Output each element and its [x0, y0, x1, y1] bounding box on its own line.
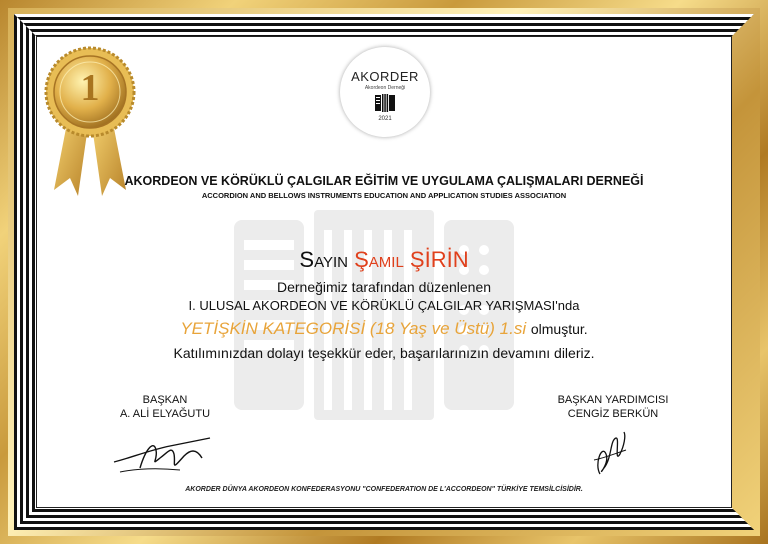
right-signature-icon	[580, 424, 640, 484]
accordion-icon	[375, 93, 395, 113]
body-line-1: Derneğimiz tarafından düzenlenen	[276, 279, 492, 295]
recipient-name: Şamil ŞİRİN	[354, 247, 469, 272]
footer-note: AKORDER DÜNYA AKORDEON KONFEDERASYONU "CONFEDERATION DE L'ACCORDEON" TÜRKİYE TEMSİLCİSİDİR.	[185, 486, 583, 493]
left-signatory-name: A. ALİ ELYAĞUTU	[119, 408, 211, 420]
left-signatory-title: BAŞKAN	[142, 394, 188, 406]
organization-name-tr: AKORDEON VE KÖRÜKLÜ ÇALGILAR EĞİTİM VE UYGULAMA ÇALIŞMALARI DERNEĞİ	[124, 174, 644, 188]
organization-name-en: ACCORDION AND BELLOWS INSTRUMENTS EDUCATION AND APPLICATION STUDIES ASSOCIATION	[201, 191, 567, 200]
right-signatory-name: CENGİZ BERKÜN	[567, 408, 659, 420]
logo-title: AKORDER	[351, 69, 419, 84]
left-signature-icon	[110, 428, 220, 478]
category: YETİŞKİN KATEGORİSİ (18 Yaş ve Üstü) 1.si	[180, 319, 527, 338]
logo-year: 2021	[378, 116, 392, 122]
body-line-4: Katılımınızdan dolayı teşekkür eder, başarılarınızın devamını dileriz.	[173, 345, 595, 361]
logo-subtitle: Akordeon Derneği	[364, 85, 406, 91]
body-line-2: I. ULUSAL AKORDEON VE KÖRÜKLÜ ÇALGILAR YARIŞMASI'nda	[188, 298, 580, 313]
medal-number: 1	[80, 67, 100, 109]
right-signatory-title: BAŞKAN YARDIMCISI	[557, 394, 669, 406]
recipient-line	[0, 247, 768, 273]
salutation: Sayın	[299, 247, 348, 272]
category-suffix: olmuştur.	[530, 321, 588, 337]
akorder-logo	[340, 47, 430, 137]
category-line	[0, 319, 768, 339]
